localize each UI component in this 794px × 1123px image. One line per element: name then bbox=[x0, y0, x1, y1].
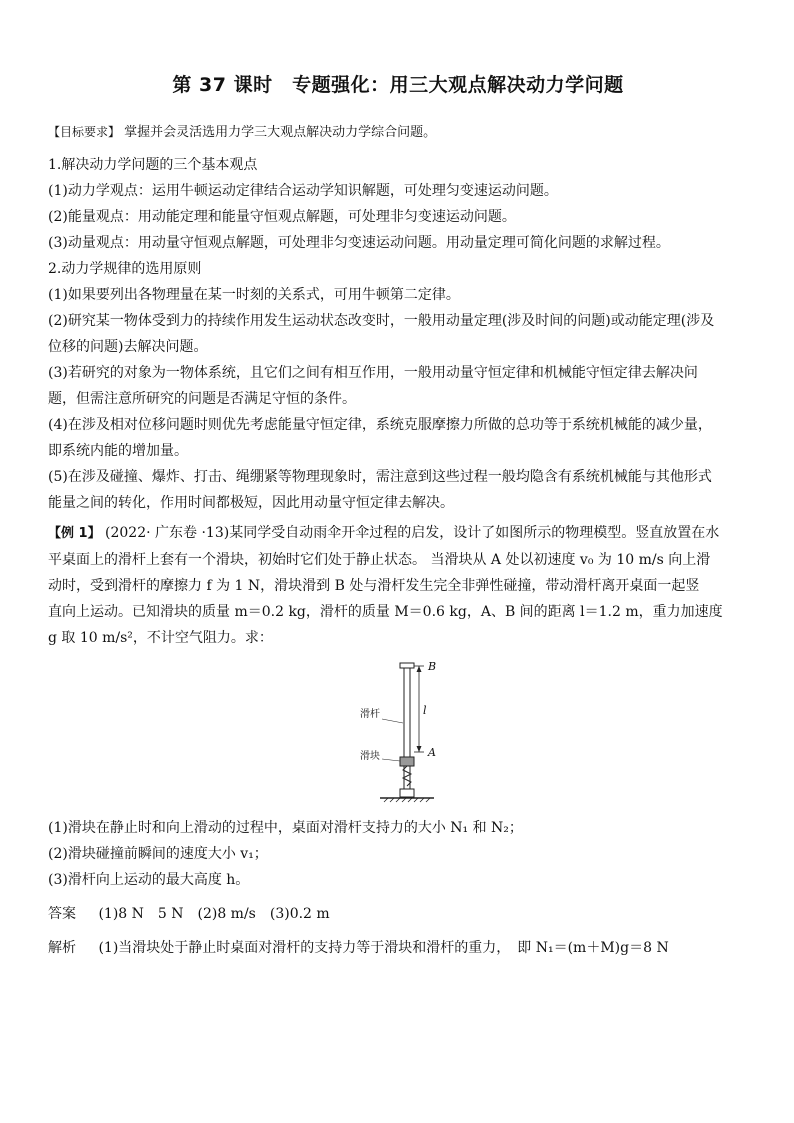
answer-line bbox=[48, 901, 748, 927]
goal-requirement bbox=[48, 119, 748, 146]
example-line: g 取 10 m/s²，不计空气阻力。求： bbox=[48, 630, 273, 646]
label-block: 滑块 bbox=[360, 751, 380, 762]
example-tag: 【例 1】 bbox=[48, 526, 101, 541]
rod-block-diagram bbox=[360, 661, 480, 809]
label-rod: 滑杆 bbox=[360, 709, 380, 720]
block-leader bbox=[382, 759, 400, 761]
section2-line: (1)如果要列出各物理量在某一时刻的关系式，可用牛顿第二定律。 bbox=[48, 287, 460, 303]
analysis-text: (1)当滑块处于静止时桌面对滑杆的支持力等于滑块和滑杆的重力， 即 N₁＝(m＋M)g＝8 N bbox=[98, 940, 669, 956]
analysis-label: 解析 bbox=[48, 940, 76, 956]
label-l: l bbox=[423, 704, 427, 717]
page bbox=[48, 70, 748, 961]
section1-item: (2)能量观点：用动能定理和能量守恒观点解题，可处理非匀变速运动问题。 bbox=[48, 209, 516, 225]
section1-item: (3)动量观点：用动量守恒观点解题，可处理非匀变速运动问题。用动量定理可简化问题的求解过程。 bbox=[48, 235, 670, 251]
question: (3)滑杆向上运动的最大高度 h。 bbox=[48, 872, 250, 888]
goal-text: 掌握并会灵活选用力学三大观点解决动力学综合问题。 bbox=[124, 125, 437, 140]
section2-line: 能量之间的转化，作用时间都极短，因此用动量守恒定律去解决。 bbox=[48, 495, 454, 511]
example-first-line bbox=[48, 520, 748, 547]
section2-line: (3)若研究的对象为一物体系统，且它们之间有相互作用，一般用动量守恒定律和机械能守恒定律去解决问 bbox=[48, 365, 698, 381]
answer-text: (1)8 N 5 N (2)8 m/s (3)0.2 m bbox=[98, 906, 330, 922]
example-line: (2022· 广东卷 ·13)某同学受自动雨伞开伞过程的启发，设计了如图所示的物理模型。竖直放置在水 bbox=[105, 525, 720, 541]
rod-top-cap bbox=[400, 663, 414, 668]
block-shape bbox=[400, 757, 414, 766]
example-line: 直向上运动。已知滑块的质量 m＝0.2 kg，滑杆的质量 M＝0.6 kg，A、B 间的距离 l＝1.2 m，重力加速度 bbox=[48, 604, 723, 620]
section1-item: (1)动力学观点：运用牛顿运动定律结合运动学知识解题，可处理匀变速运动问题。 bbox=[48, 183, 558, 199]
example-line: 动时，受到滑杆的摩擦力 f 为 1 N，滑块滑到 B 处与滑杆发生完全非弹性碰撞，带动滑杆离开桌面一起竖 bbox=[48, 578, 700, 594]
rod-leader bbox=[382, 719, 403, 723]
page-title: 第 37 课时 专题强化：用三大观点解决动力学问题 bbox=[172, 74, 624, 96]
label-b: B bbox=[428, 661, 437, 673]
rod-base bbox=[400, 789, 414, 797]
arrow-top bbox=[417, 666, 422, 672]
label-a: A bbox=[428, 746, 436, 759]
section2-line: 位移的问题)去解决问题。 bbox=[48, 339, 208, 355]
question: (1)滑块在静止时和向上滑动的过程中，桌面对滑杆支持力的大小 N₁ 和 N₂； bbox=[48, 820, 523, 836]
arrow-bottom bbox=[417, 746, 422, 752]
analysis-line bbox=[48, 935, 748, 961]
answer-label: 答案 bbox=[48, 906, 76, 922]
question: (2)滑块碰撞前瞬间的速度大小 v₁； bbox=[48, 846, 268, 862]
section2-heading: 2.动力学规律的选用原则 bbox=[48, 261, 202, 277]
section2-line: 题，但需注意所研究的问题是否满足守恒的条件。 bbox=[48, 391, 356, 407]
physics-figure bbox=[48, 661, 748, 811]
goal-tag: 【目标要求】 bbox=[48, 125, 121, 139]
section2-line: (4)在涉及相对位移问题时则优先考虑能量守恒定律，系统克服摩擦力所做的总功等于系统机械能的减少量， bbox=[48, 417, 712, 433]
section2-line: (2)研究某一物体受到力的持续作用发生运动状态改变时，一般用动量定理(涉及时间的问题)或动能定理(涉及 bbox=[48, 313, 715, 329]
section2-line: 即系统内能的增加量。 bbox=[48, 443, 188, 459]
section1-heading: 1.解决动力学问题的三个基本观点 bbox=[48, 157, 258, 173]
example-line: 平桌面上的滑杆上套有一个滑块，初始时它们处于静止状态。 当滑块从 A 处以初速度 v₀ 为 10 m/s 向上滑 bbox=[48, 552, 711, 568]
section2-line: (5)在涉及碰撞、爆炸、打击、绳绷紧等物理现象时，需注意到这些过程一般均隐含有系统机械能与其他形式 bbox=[48, 469, 712, 485]
